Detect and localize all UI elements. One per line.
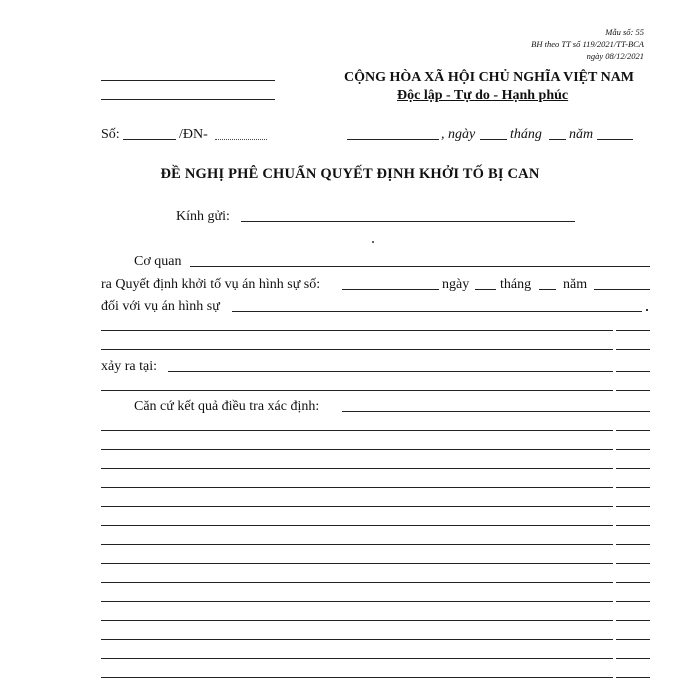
investigation-line-tail[interactable] — [616, 449, 650, 450]
investigation-line-tail[interactable] — [616, 620, 650, 621]
location-blank-tail[interactable] — [616, 371, 650, 372]
co-quan-blank[interactable] — [190, 266, 650, 267]
location-blank[interactable] — [168, 371, 613, 372]
investigation-line[interactable] — [101, 468, 613, 469]
investigation-line-tail[interactable] — [616, 601, 650, 602]
form-date: ngày 08/12/2021 — [586, 51, 644, 61]
decision-thang-label: tháng — [500, 277, 532, 292]
investigation-line-tail[interactable] — [616, 430, 650, 431]
day-blank[interactable] — [480, 139, 507, 140]
location-line-tail[interactable] — [616, 390, 650, 391]
investigation-line-tail[interactable] — [616, 658, 650, 659]
investigation-line-tail[interactable] — [616, 563, 650, 564]
kinh-gui-label: Kính gửi: — [176, 209, 230, 224]
investigation-line[interactable] — [101, 544, 613, 545]
stray-dot — [372, 241, 374, 243]
form-meta — [531, 26, 644, 62]
can-cu-blank[interactable] — [342, 411, 650, 412]
investigation-line-tail[interactable] — [616, 639, 650, 640]
investigation-line-tail[interactable] — [616, 506, 650, 507]
agency-line-1[interactable] — [101, 80, 275, 81]
decision-nam-label: năm — [563, 277, 588, 292]
so-label: Số: — [101, 127, 120, 142]
nation-header: CỘNG HÒA XÃ HỘI CHỦ NGHĨA VIỆT NAM — [344, 70, 635, 85]
investigation-line[interactable] — [101, 506, 613, 507]
decision-ngay-label: ngày — [442, 277, 470, 292]
case-detail-line-tail[interactable] — [616, 330, 650, 331]
investigation-line-tail[interactable] — [616, 544, 650, 545]
so-blank[interactable] — [123, 139, 176, 140]
case-name-blank[interactable] — [232, 311, 642, 312]
investigation-line[interactable] — [101, 449, 613, 450]
investigation-line-tail[interactable] — [616, 487, 650, 488]
recipient-blank[interactable] — [241, 221, 575, 222]
document-title: ĐỀ NGHỊ PHÊ CHUẨN QUYẾT ĐỊNH KHỞI TỐ BỊ CAN — [160, 166, 540, 182]
case-detail-line[interactable] — [101, 349, 613, 350]
can-cu-label: Căn cứ kết quả điều tra xác định: — [134, 399, 320, 414]
period-dot — [646, 309, 648, 311]
investigation-line[interactable] — [101, 430, 613, 431]
decision-month-blank[interactable] — [539, 289, 556, 290]
investigation-line[interactable] — [101, 677, 613, 678]
investigation-line[interactable] — [101, 601, 613, 602]
year-blank[interactable] — [597, 139, 633, 140]
nam-label: năm — [569, 127, 594, 142]
xay-ra-label: xảy ra tại: — [101, 359, 157, 374]
decision-day-blank[interactable] — [475, 289, 496, 290]
co-quan-label: Cơ quan — [134, 254, 182, 269]
ngay-label: , ngày — [441, 127, 476, 142]
investigation-line[interactable] — [101, 487, 613, 488]
investigation-line-tail[interactable] — [616, 582, 650, 583]
dn-label: /ĐN- — [179, 127, 208, 142]
investigation-line-tail[interactable] — [616, 677, 650, 678]
thang-label: tháng — [510, 127, 542, 142]
investigation-line[interactable] — [101, 563, 613, 564]
decision-label: ra Quyết định khởi tố vụ án hình sự số: — [101, 277, 321, 292]
location-line[interactable] — [101, 390, 613, 391]
month-blank[interactable] — [549, 139, 566, 140]
investigation-line[interactable] — [101, 639, 613, 640]
case-detail-line-tail[interactable] — [616, 349, 650, 350]
form-issued-by: BH theo TT số 119/2021/TT-BCA — [531, 39, 644, 49]
decision-year-blank[interactable] — [594, 289, 650, 290]
agency-line-2[interactable] — [101, 99, 275, 100]
investigation-line[interactable] — [101, 582, 613, 583]
place-blank[interactable] — [347, 139, 439, 140]
dn-blank[interactable] — [215, 139, 267, 140]
form-number: Mẫu số: 55 — [605, 27, 644, 37]
investigation-line[interactable] — [101, 620, 613, 621]
investigation-line-tail[interactable] — [616, 468, 650, 469]
investigation-line[interactable] — [101, 658, 613, 659]
doi-voi-label: đối với vụ án hình sự — [101, 299, 220, 314]
investigation-line[interactable] — [101, 525, 613, 526]
investigation-line-tail[interactable] — [616, 525, 650, 526]
motto: Độc lập - Tự do - Hạnh phúc — [397, 88, 569, 103]
decision-number-blank[interactable] — [342, 289, 439, 290]
case-detail-line[interactable] — [101, 330, 613, 331]
